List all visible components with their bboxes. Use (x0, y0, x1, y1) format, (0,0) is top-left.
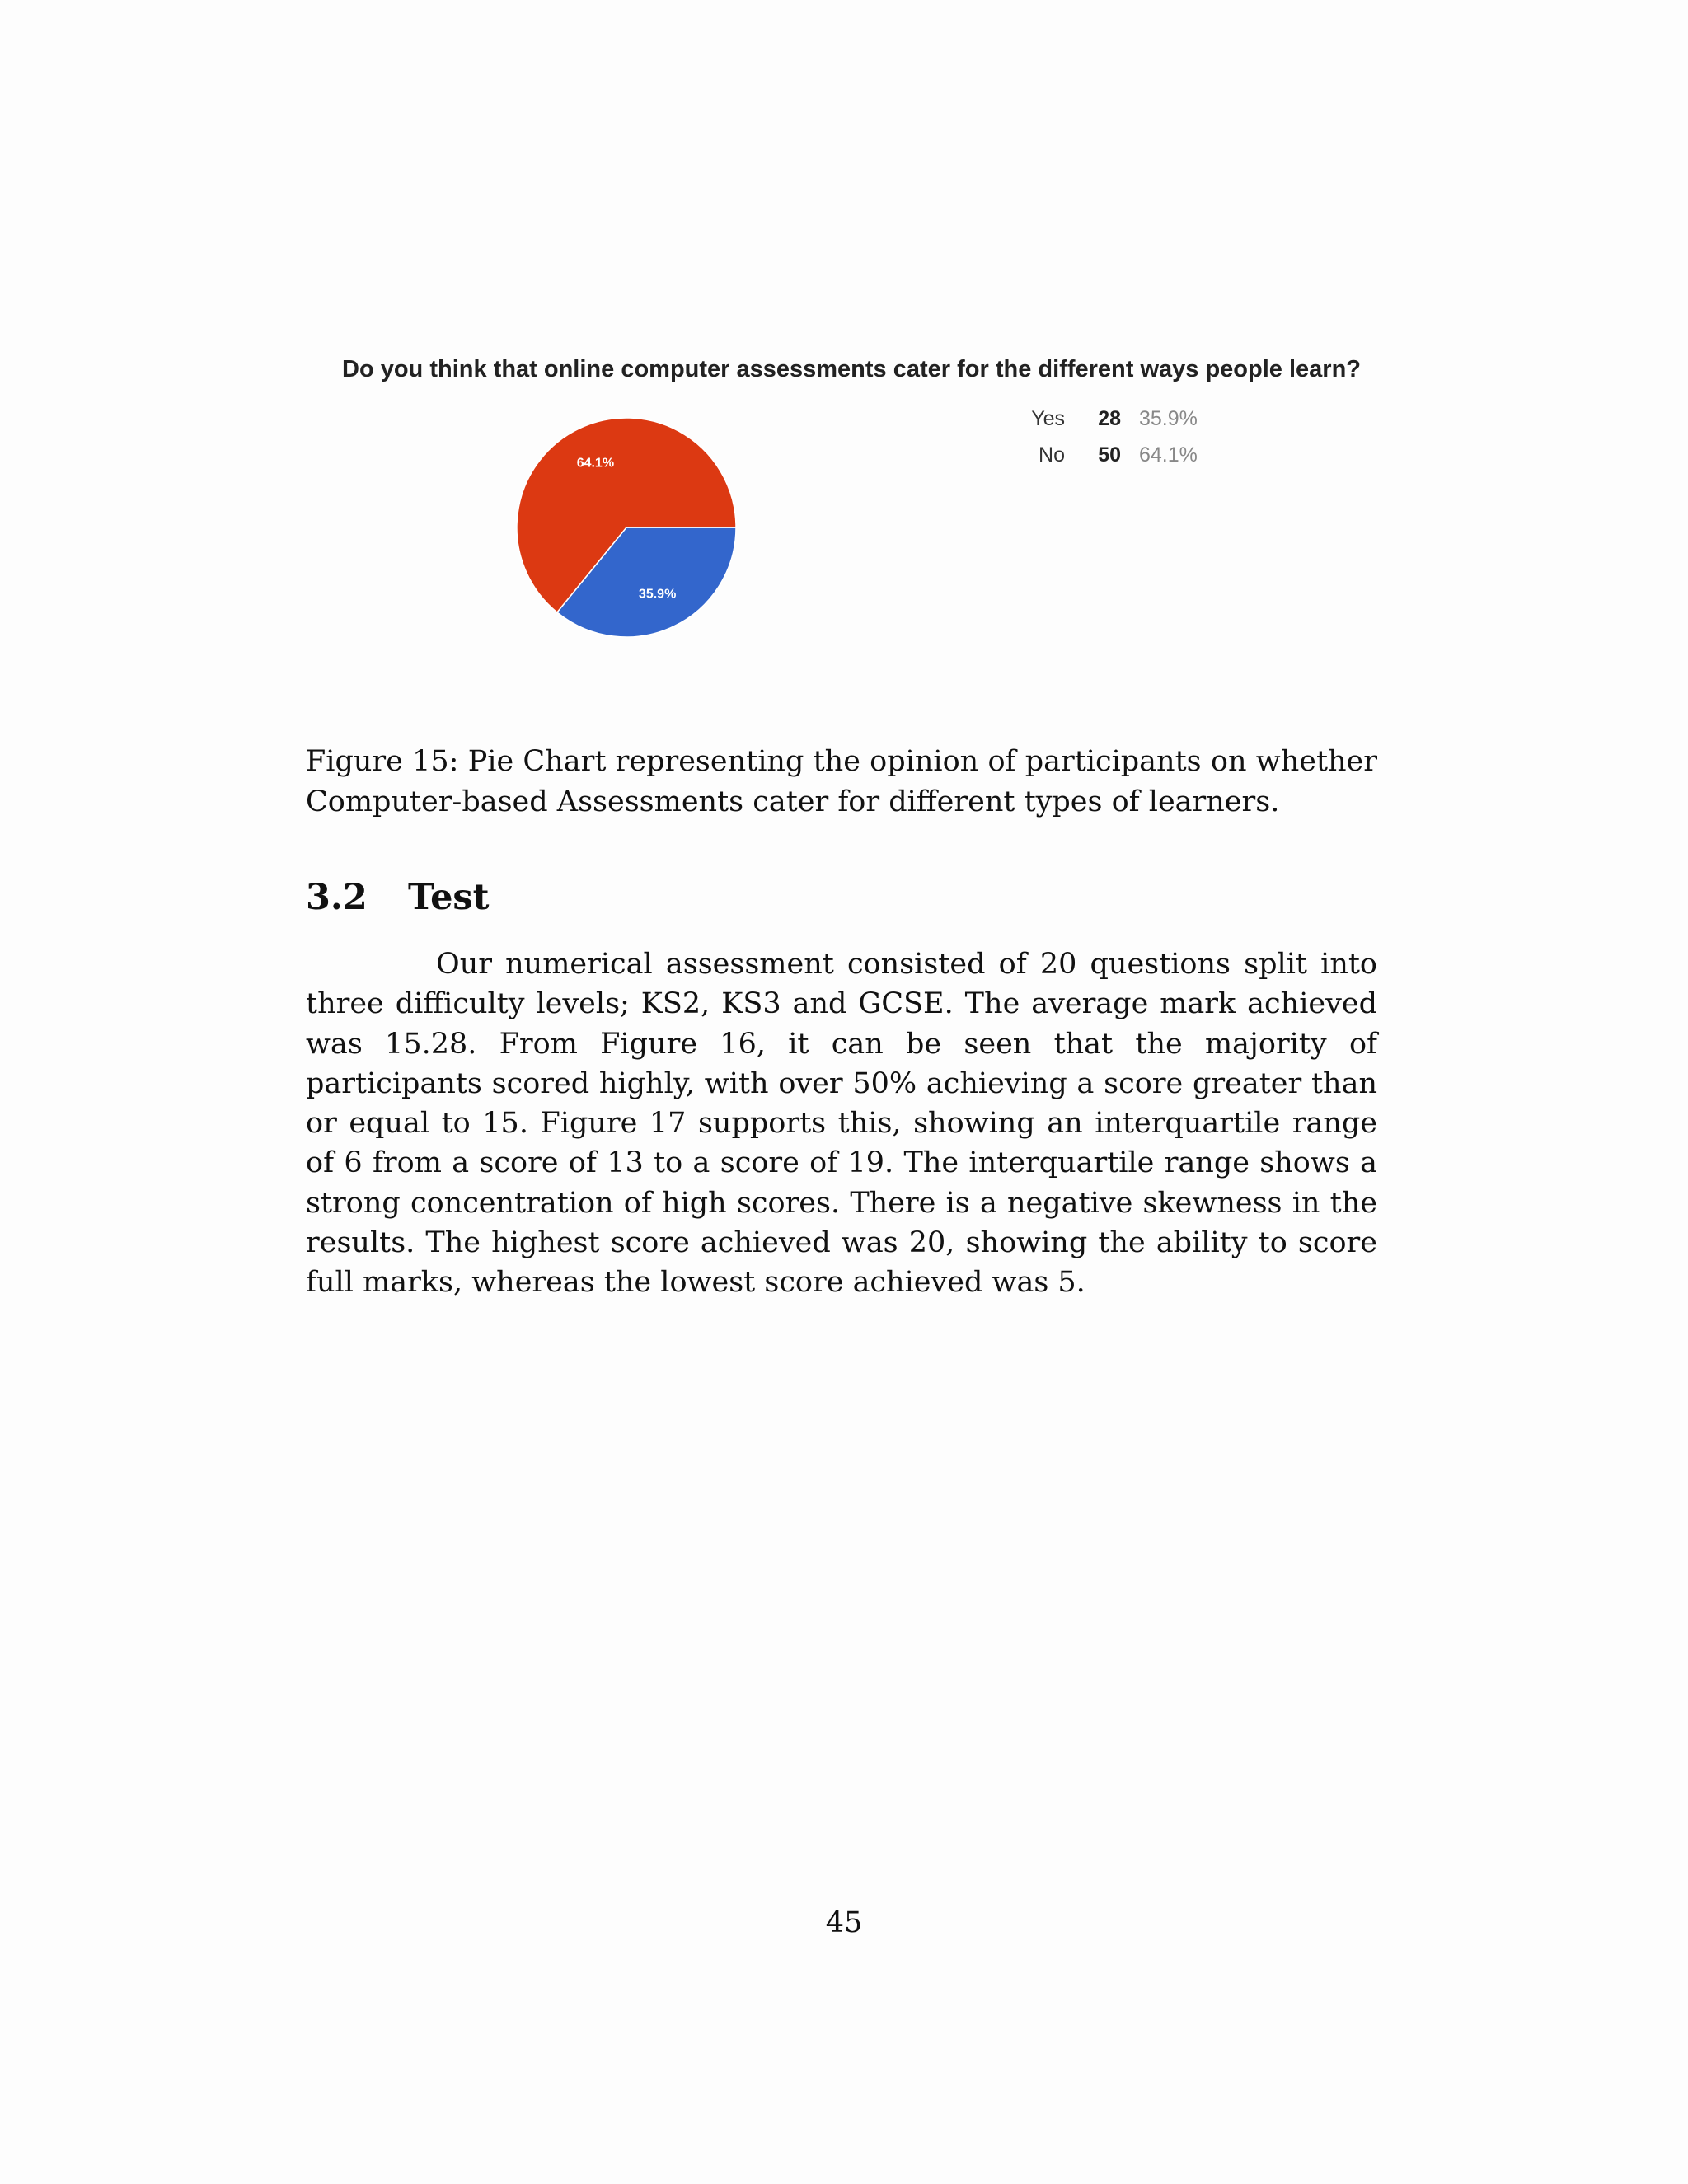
legend-percent: 35.9% (1139, 406, 1198, 430)
section-number: 3.2 (306, 877, 368, 918)
pie-chart (511, 412, 742, 643)
pie-slice-label-yes: 35.9% (638, 587, 677, 602)
legend-label: No (1039, 443, 1065, 466)
chart-title: Do you think that online computer assessments cater for the different ways people learn? (342, 356, 1361, 382)
legend-percent: 64.1% (1139, 443, 1198, 466)
section-title: Test (408, 877, 490, 918)
pie-slice-label-no: 64.1% (576, 456, 615, 471)
legend-label: Yes (1031, 406, 1065, 430)
legend-row-no (1014, 437, 1230, 473)
figure-caption: Figure 15: Pie Chart representing the opinion of participants on whether Computer-based Assessments cater for different types of learners. (306, 745, 1377, 818)
legend-count: 28 (1098, 406, 1121, 430)
legend-row-yes (1014, 401, 1230, 437)
chart-legend (1014, 401, 1230, 473)
section-heading (306, 877, 490, 918)
page-number: 45 (825, 1906, 863, 1939)
legend-count: 50 (1098, 443, 1121, 466)
section-body: Our numerical assessment consisted of 20 questions split into three difficulty levels; KS2, KS3 and GCSE. The average mark achieved was 15.28. From Figure 16, it can be seen that the majority of participants scored highly, with over 50% achieving a score greater than or equal to 15. Figure 17 supports this, showing an interquartile range of 6 from a score of 13 to a score of 19. The interquartile range shows a strong concentration of high scores. There is a negative skewness in the results. The highest score achieved was 20, showing the ability to score full marks, whereas the lowest score achieved was 5. (306, 948, 1377, 1300)
